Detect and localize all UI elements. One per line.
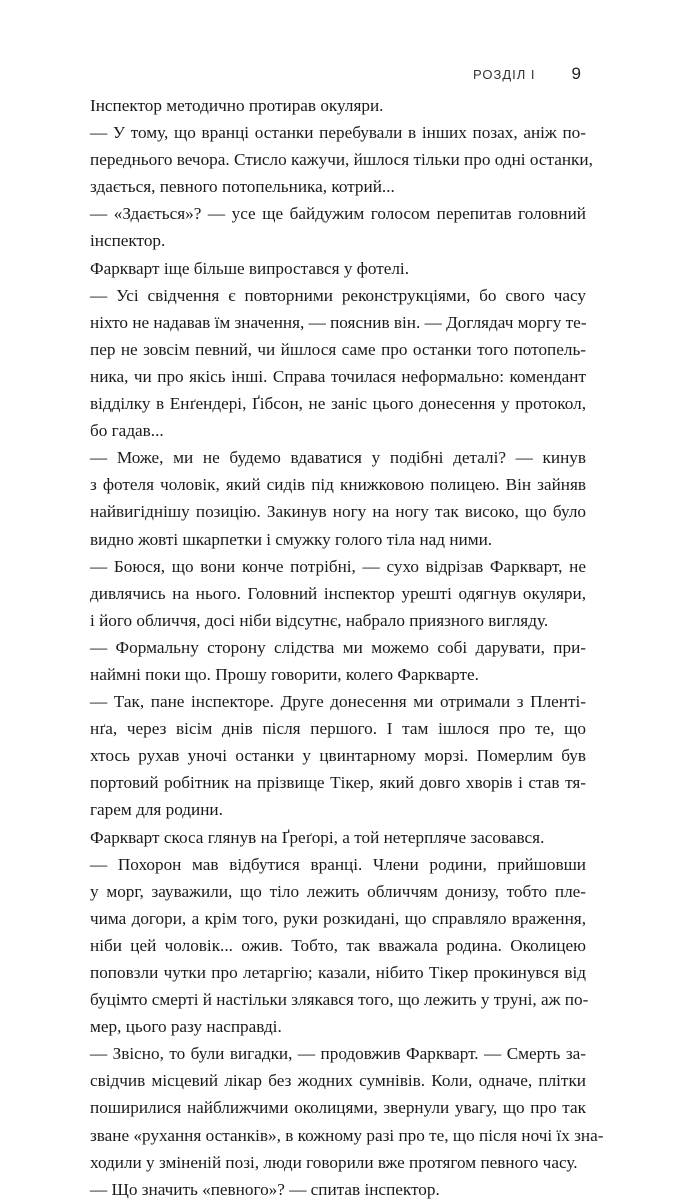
text-line: — Що значить «певного»? — спитав інспектор. (90, 1179, 440, 1199)
text-line: нґа, через вісім днів після першого. І там ішлося про те, що (90, 719, 586, 739)
text-line: найвигіднішу позицію. Закинув ногу на ногу так високо, що було (90, 502, 586, 522)
text-line: свідчив місцевий лікар без жодних сумнівів. Коли, одначе, плітки (90, 1071, 586, 1091)
text-line: Фаркварт скоса глянув на Ґреґорі, а той нетерпляче засовався. (90, 827, 545, 847)
text-line: ника, чи про якісь інші. Справа точилася неформально: комендант (90, 366, 586, 386)
text-line: бо гадав... (90, 421, 164, 441)
text-line: і його обличчя, досі ніби відсутнє, набрало приязного вигляду. (90, 610, 549, 630)
page-number: 9 (571, 64, 581, 83)
text-line: гарем для родини. (90, 800, 223, 820)
text-line: здається, певного потопельника, котрий... (90, 177, 395, 197)
text-line: у морг, зауважили, що тіло лежить обличчям донизу, тобто пле- (90, 881, 586, 901)
text-line: — Може, ми не будемо вдаватися у подібні деталі? — кинув (90, 448, 586, 468)
text-line: ніби цей чоловік... ожив. Тобто, так вважала родина. Околицею (90, 935, 586, 955)
text-line: — Боюся, що вони конче потрібні, — сухо відрізав Фаркварт, не (90, 556, 586, 576)
text-line: — Звісно, то були вигадки, — продовжив Фаркварт. — Смерть за- (90, 1044, 586, 1064)
text-line: мер, цього разу насправді. (90, 1017, 282, 1037)
text-line: пер не зовсім певний, чи йшлося саме про останки того потопель- (90, 339, 586, 359)
text-line: Фаркварт іще більше випростався у фотелі. (90, 258, 410, 278)
text-line: наймні поки що. Прошу говорити, колего Фаркварте. (90, 664, 479, 684)
text-line: ходили у зміненій позі, люди говорили вже протягом певного часу. (90, 1152, 578, 1172)
text-line: чима догори, а крім того, руки розкидані, що справляло враження, (90, 908, 586, 928)
chapter-title: РОЗДІЛ І (473, 67, 536, 82)
text-line: переднього вечора. Стисло кажучи, йшлося тільки про одні останки, (90, 150, 593, 170)
text-line: дивлячись на нього. Головний інспектор урешті одягнув окуляри, (90, 583, 586, 603)
text-line: поширилися найближчими околицями, звернули увагу, що про так (90, 1098, 586, 1118)
text-line: — Похорон мав відбутися вранці. Члени родини, прийшовши (90, 854, 586, 874)
text-line: буцімто смерті й настільки злякався того, що лежить у труні, аж по- (90, 990, 589, 1010)
body-text (90, 92, 604, 1203)
text-line: Інспектор методично протирав окуляри. (90, 96, 384, 115)
text-line: видно жовті шкарпетки і смужку голого тіла над ними. (90, 529, 493, 549)
text-line: хтось рухав уночі останки у цвинтарному морзі. Померлим був (90, 746, 586, 766)
text-line: поповзли чутки про летаргію; казали, нібито Тікер прокинувся від (90, 963, 586, 982)
text-line: — Усі свідчення є повторними реконструкціями, бо свого часу (90, 285, 586, 305)
text-line: відділку в Енґендері, Ґібсон, не заніс цього донесення у протокол, (90, 394, 586, 414)
text-line: з фотеля чоловік, який сидів під книжковою полицею. Він зайняв (90, 475, 586, 495)
text-line: — У тому, що вранці останки перебували в інших позах, аніж по- (90, 123, 586, 143)
text-line: — Формальну сторону слідства ми можемо собі дарувати, при- (90, 637, 586, 657)
text-line: — «Здається»? — усе ще байдужим голосом перепитав головний (90, 204, 586, 224)
text-line: портовий робітник на прізвище Тікер, який довго хворів і став тя- (90, 773, 586, 793)
running-header (473, 64, 581, 84)
text-line: інспектор. (90, 231, 166, 251)
text-line: ніхто не надавав їм значення, — пояснив він. — Доглядач моргу те- (90, 312, 587, 332)
text-line: — Так, пане інспекторе. Друге донесення ми отримали з Пленті- (90, 692, 586, 712)
text-line: зване «рухання останків», в кожному разі про те, що після ночі їх зна- (90, 1125, 604, 1145)
